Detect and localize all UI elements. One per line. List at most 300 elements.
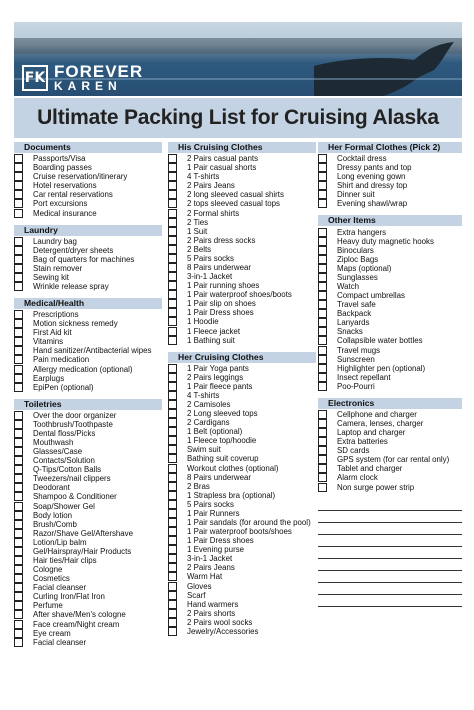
checklist-item [14,592,162,601]
checkbox[interactable] [14,383,23,392]
item-label: Boarding passes [33,163,92,173]
item-label: Gloves [187,581,212,591]
checkbox[interactable] [14,483,23,492]
checkbox[interactable] [168,409,177,418]
checkbox[interactable] [318,355,327,364]
checkbox[interactable] [168,509,177,518]
item-label: Sunglasses [337,272,378,282]
checklist-item [168,545,316,554]
item-label: Travel mugs [337,345,381,355]
checklist-item [318,345,462,354]
checklist-item [14,172,162,181]
checklist-item [318,199,462,208]
checkbox[interactable] [168,500,177,509]
item-label: Stain remover [33,263,83,273]
checkbox[interactable] [168,482,177,491]
checkbox[interactable] [318,464,327,473]
checkbox[interactable] [14,474,23,483]
item-label: Curling Iron/Flat Iron [33,592,105,602]
checkbox[interactable] [318,199,327,208]
item-label: Glasses/Case [33,447,83,457]
checkbox[interactable] [168,364,177,373]
item-label: Prescriptions [33,310,79,320]
checkbox[interactable] [14,620,23,629]
item-label: Motion sickness remedy [33,319,118,329]
checkbox[interactable] [14,429,23,438]
item-label: Hand sanitizer/Antibacterial wipes [33,346,152,356]
item-label: Deodorant [33,483,70,493]
checkbox[interactable] [14,610,23,619]
checkbox[interactable] [14,237,23,246]
checkbox[interactable] [14,502,23,511]
checkbox[interactable] [168,454,177,463]
column-left [14,142,162,654]
checkbox[interactable] [168,382,177,391]
checkbox[interactable] [318,273,327,282]
checkbox[interactable] [14,547,23,556]
blank-write-line[interactable] [318,583,462,595]
checklist-item [168,308,316,317]
checklist-item [14,181,162,190]
checkbox[interactable] [168,582,177,591]
item-label: 2 Pairs dress socks [187,235,256,245]
checklist-item [318,154,462,163]
item-label: 4 T-shirts [187,172,220,182]
blank-write-line[interactable] [318,559,462,571]
checklist-item [14,420,162,429]
brand-logo[interactable] [22,64,143,92]
item-label: Cruise reservation/itinerary [33,172,128,182]
checklist-item [168,500,316,509]
checkbox[interactable] [168,308,177,317]
checkbox[interactable] [318,373,327,382]
item-label: Passports/Visa [33,154,86,164]
checkbox[interactable] [168,218,177,227]
item-label: Medical insurance [33,208,97,218]
checkbox[interactable] [14,190,23,199]
section-heading: His Cruising Clothes [168,142,316,153]
item-label: Extra batteries [337,437,388,447]
item-label: Dinner suit [337,190,375,200]
checklist-item [168,409,316,418]
item-label: Cologne [33,565,63,575]
checklist-item [318,464,462,473]
checkbox[interactable] [168,600,177,609]
checkbox[interactable] [318,327,327,336]
section-heading: Her Cruising Clothes [168,352,316,363]
checkbox[interactable] [168,473,177,482]
checkbox[interactable] [168,427,177,436]
checkbox[interactable] [318,437,327,446]
checkbox[interactable] [168,299,177,308]
checkbox[interactable] [318,163,327,172]
checkbox[interactable] [168,464,177,473]
checkbox[interactable] [14,246,23,255]
checkbox[interactable] [168,545,177,554]
checkbox[interactable] [168,154,177,163]
item-label: Lanyards [337,318,370,328]
item-label: Facial cleanser [33,637,87,647]
checklist-item [14,429,162,438]
checkbox[interactable] [168,527,177,536]
item-label: 5 Pairs socks [187,499,234,509]
checklist-item [168,190,316,199]
checkbox[interactable] [14,209,23,218]
checklist-section [168,142,316,345]
item-label: Shampoo & Conditioner [33,492,117,502]
checkbox[interactable] [14,565,23,574]
checklist-item [168,227,316,236]
checkbox[interactable] [168,272,177,281]
checkbox[interactable] [14,601,23,610]
item-label: 1 Pair Dress shoes [187,536,254,546]
item-label: Sewing kit [33,272,69,282]
item-label: 1 Fleece jacket [187,326,241,336]
checklist-item [168,618,316,627]
blank-write-line[interactable] [318,547,462,559]
checklist-item [168,181,316,190]
checkbox[interactable] [168,290,177,299]
checklist-item [14,620,162,629]
checkbox[interactable] [318,154,327,163]
checklist-item [14,474,162,483]
item-label: Tablet and charger [337,464,403,474]
section-heading: Laundry [14,225,162,236]
checkbox[interactable] [14,310,23,319]
checkbox[interactable] [318,300,327,309]
checklist-item [168,317,316,326]
blank-write-line[interactable] [318,535,462,547]
checkbox[interactable] [14,629,23,638]
checkbox[interactable] [14,181,23,190]
checkbox[interactable] [14,273,23,282]
item-label: Soap/Shower Gel [33,501,95,511]
blank-write-line[interactable] [318,511,462,523]
section-heading: Medical/Health [14,298,162,309]
checkbox[interactable] [318,172,327,181]
item-label: 2 Bras [187,481,210,491]
checklist-item [168,263,316,272]
checklist-item [168,464,316,473]
checkbox[interactable] [318,428,327,437]
checklist-section [14,399,162,647]
checkbox[interactable] [168,263,177,272]
item-label: 1 Pair Yoga pants [187,363,249,373]
checkbox[interactable] [318,181,327,190]
checkbox[interactable] [14,374,23,383]
item-label: 8 Pairs underwear [187,472,252,482]
item-label: 2 tops sleeved casual tops [187,199,280,209]
checkbox[interactable] [318,190,327,199]
checklist-item [318,410,462,419]
checkbox[interactable] [14,492,23,501]
checkbox[interactable] [14,264,23,273]
item-label: Binoculars [337,245,374,255]
checkbox[interactable] [168,373,177,382]
checklist-item [168,454,316,463]
item-label: 1 Belt (optional) [187,427,243,437]
checklist-item [14,456,162,465]
checkbox[interactable] [168,336,177,345]
checkbox[interactable] [14,538,23,547]
checkbox[interactable] [168,572,177,581]
checklist-item [168,482,316,491]
checkbox[interactable] [168,609,177,618]
checkbox[interactable] [14,465,23,474]
blank-write-line[interactable] [318,595,462,607]
checklist-item [14,411,162,420]
checkbox[interactable] [168,591,177,600]
blank-write-line[interactable] [318,571,462,583]
checklist-item [168,163,316,172]
checkbox[interactable] [318,228,327,237]
checklist-item [14,574,162,583]
item-label: Port excursions [33,199,88,209]
checkbox[interactable] [14,282,23,291]
checkbox[interactable] [168,445,177,454]
checklist-item [14,638,162,647]
checkbox[interactable] [318,336,327,345]
title-bar [14,98,462,138]
checklist-item [168,518,316,527]
item-label: Vitamins [33,337,64,347]
checkbox[interactable] [168,199,177,208]
checkbox[interactable] [14,574,23,583]
checkbox[interactable] [318,282,327,291]
checkbox[interactable] [168,627,177,636]
checkbox[interactable] [14,355,23,364]
checkbox[interactable] [168,172,177,181]
checklist-item [168,627,316,636]
checklist-item [168,245,316,254]
checkbox[interactable] [318,237,327,246]
blank-write-line[interactable] [318,499,462,511]
item-label: After shave/Men's cologne [33,610,126,620]
checklist-item [14,199,162,208]
checkbox[interactable] [168,209,177,218]
checklist-item [14,538,162,547]
item-label: Workout clothes (optional) [187,463,279,473]
page-title: Ultimate Packing List for Cruising Alaska [37,106,439,129]
checkbox[interactable] [318,255,327,264]
item-label: Snacks [337,327,363,337]
checkbox[interactable] [168,245,177,254]
item-label: 1 Fleece top/hoodie [187,436,257,446]
item-label: Travel safe [337,300,376,310]
item-label: Cocktail dress [337,154,387,164]
checkbox[interactable] [318,364,327,373]
checkbox[interactable] [14,172,23,181]
checkbox[interactable] [168,317,177,326]
item-label: Insect repellant [337,372,391,382]
item-label: Razor/Shave Gel/Aftershave [33,528,133,538]
item-label: Alarm clock [337,473,378,483]
checkbox[interactable] [14,154,23,163]
checklist-item [318,227,462,236]
checklist-item [318,446,462,455]
checklist-item [318,364,462,373]
checkbox[interactable] [168,254,177,263]
checklist-item [318,355,462,364]
checklist-item [168,299,316,308]
item-label: Earplugs [33,373,65,383]
checklist-item [168,445,316,454]
checklist-item [168,272,316,281]
checklist-item [168,427,316,436]
checkbox[interactable] [168,491,177,500]
item-label: 2 Camisoles [187,399,231,409]
item-label: Detergent/dryer sheets [33,245,114,255]
item-label: SD cards [337,446,370,456]
checkbox[interactable] [14,520,23,529]
checklist-item [318,382,462,391]
item-label: Perfume [33,601,63,611]
checkbox[interactable] [168,190,177,199]
checkbox[interactable] [318,483,327,492]
checkbox[interactable] [318,382,327,391]
item-label: 2 Ties [187,217,209,227]
item-label: Tweezers/nail clippers [33,474,111,484]
checkbox[interactable] [168,181,177,190]
item-label: 1 Pair Runners [187,508,240,518]
column-middle [168,142,316,643]
checkbox[interactable] [14,438,23,447]
checkbox[interactable] [14,592,23,601]
checkbox[interactable] [14,319,23,328]
checkbox[interactable] [14,638,23,647]
brand-line-2: KAREN [54,79,122,93]
checkbox[interactable] [14,447,23,456]
checklist-item [318,181,462,190]
checkbox[interactable] [318,318,327,327]
item-label: 4 T-shirts [187,390,220,400]
checkbox[interactable] [14,583,23,592]
checkbox[interactable] [318,309,327,318]
checklist-item [14,355,162,364]
item-label: Watch [337,281,360,291]
checkbox[interactable] [14,199,23,208]
checkbox[interactable] [14,365,23,374]
checkbox[interactable] [168,327,177,336]
checkbox[interactable] [14,163,23,172]
item-label: Non surge power strip [337,482,415,492]
checklist-item [14,246,162,255]
item-label: Swim suit [187,445,221,455]
brand-mark: FK [22,65,48,91]
checklist-item [168,218,316,227]
checklist-item [168,281,316,290]
checkbox[interactable] [168,518,177,527]
checkbox[interactable] [168,436,177,445]
checkbox[interactable] [14,511,23,520]
checklist-item [14,583,162,592]
checkbox[interactable] [168,236,177,245]
checkbox[interactable] [14,529,23,538]
item-label: Long evening gown [337,172,406,182]
checklist-item [14,319,162,328]
checklist-item [318,437,462,446]
checklist-item [168,208,316,217]
checkbox[interactable] [14,255,23,264]
checkbox[interactable] [168,163,177,172]
checkbox[interactable] [14,328,23,337]
item-label: Highlighter pen (optional) [337,363,426,373]
checklist-item [14,492,162,501]
checkbox[interactable] [14,556,23,565]
item-label: Laptop and charger [337,428,406,438]
item-label: Brush/Comb [33,519,77,529]
checkbox[interactable] [318,246,327,255]
checklist-item [318,428,462,437]
checkbox[interactable] [168,418,177,427]
item-label: Toothbrush/Toothpaste [33,419,113,429]
checkbox[interactable] [168,227,177,236]
checkbox[interactable] [168,554,177,563]
checklist-item [14,264,162,273]
item-label: 2 Belts [187,244,212,254]
checkbox[interactable] [14,346,23,355]
checkbox[interactable] [168,536,177,545]
checklist-item [14,208,162,217]
checkbox[interactable] [318,291,327,300]
checklist-item [318,483,462,492]
item-label: Camera, lenses, charger [337,418,424,428]
checkbox[interactable] [14,411,23,420]
checklist-item [14,447,162,456]
checkbox[interactable] [168,618,177,627]
checkbox[interactable] [318,410,327,419]
checklist-item [14,364,162,373]
item-label: Sunscreen [337,354,375,364]
checklist-item [14,483,162,492]
checkbox[interactable] [318,419,327,428]
checklist-section [318,398,462,492]
checkbox[interactable] [318,455,327,464]
checklist-item [318,190,462,199]
item-label: Hair ties/Hair clips [33,556,97,565]
item-label: 8 Pairs underwear [187,262,252,272]
blank-write-line[interactable] [318,523,462,535]
checkbox[interactable] [168,563,177,572]
checklist-section [168,352,316,636]
checklist-item [168,400,316,409]
checkbox[interactable] [14,420,23,429]
checkbox[interactable] [168,281,177,290]
checkbox[interactable] [318,264,327,273]
checkbox[interactable] [168,391,177,400]
checkbox[interactable] [168,400,177,409]
item-label: 1 Bathing suit [187,335,235,345]
checkbox[interactable] [14,456,23,465]
checkbox[interactable] [318,473,327,482]
checklist-item [318,255,462,264]
item-label: 2 Cardigans [187,418,230,428]
checkbox[interactable] [14,337,23,346]
item-label: 2 Pairs shorts [187,608,236,618]
checkbox[interactable] [318,446,327,455]
item-label: Dressy pants and top [337,163,412,173]
item-label: Pain medication [33,355,90,365]
checklist-item [318,300,462,309]
checklist-item [318,373,462,382]
checklist-item [14,346,162,355]
item-label: Hotel reservations [33,181,97,191]
checklist-section [14,142,162,218]
checklist-item [318,264,462,273]
checklist-item [14,237,162,246]
checkbox[interactable] [318,346,327,355]
checklist-item [14,601,162,610]
